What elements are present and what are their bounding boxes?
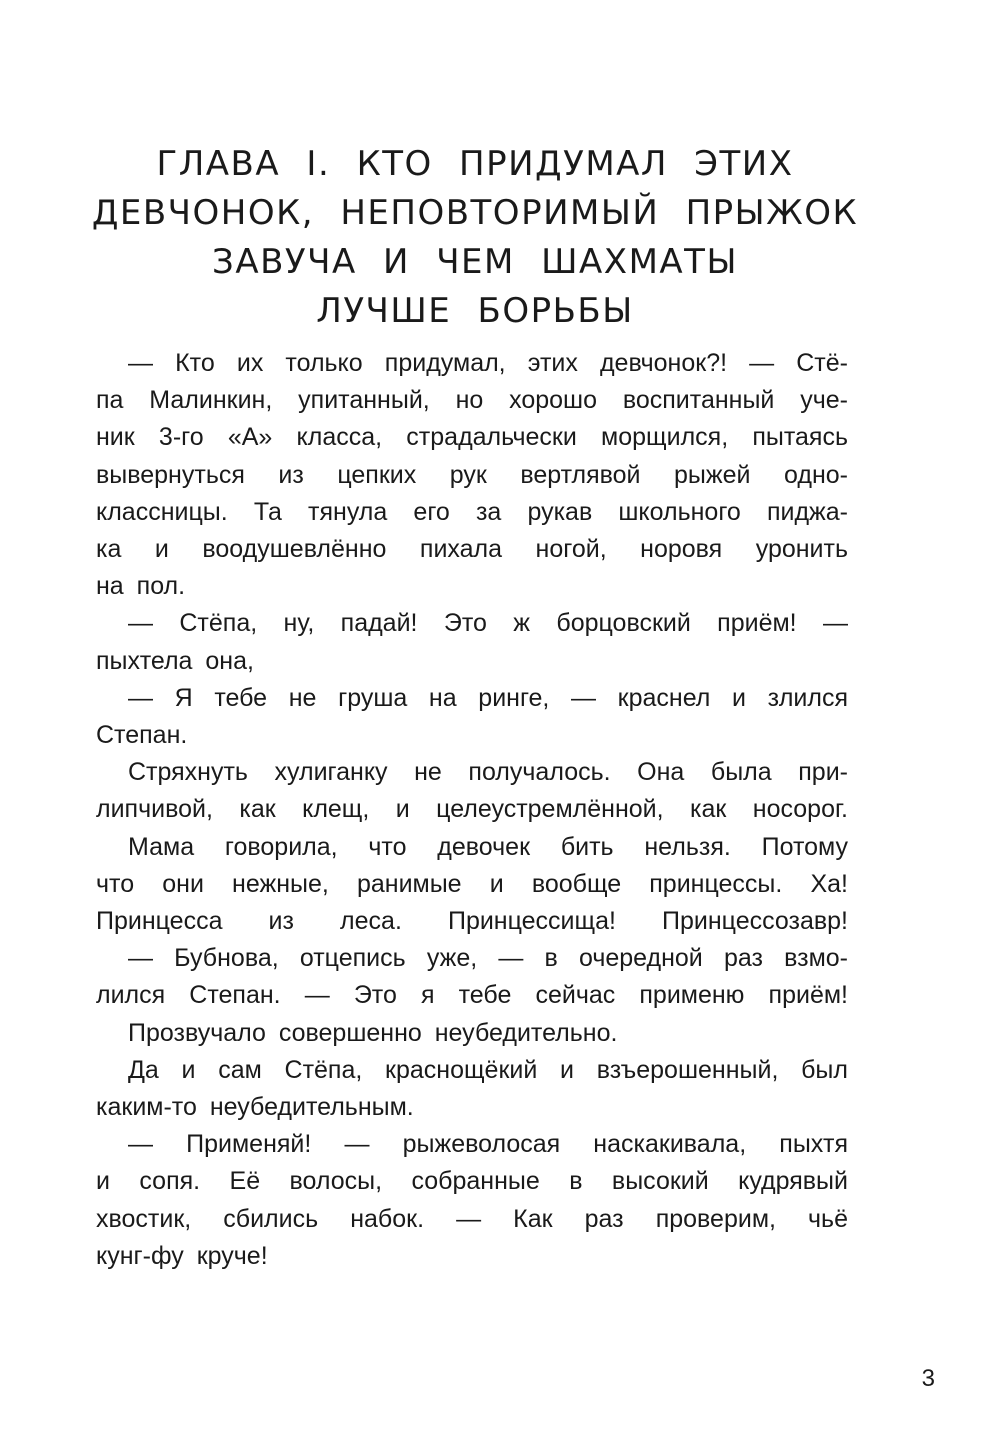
- text-line: Мама говорила, что девочек бить нельзя. Потому: [128, 832, 848, 861]
- chapter-title: [90, 140, 860, 336]
- paragraph: [96, 829, 848, 941]
- paragraph: [96, 1052, 848, 1126]
- text-line: пыхтела она,: [96, 646, 254, 675]
- text-line: на пол.: [96, 572, 186, 601]
- text-line: что они нежные, ранимые и вообще принцессы. Ха!: [96, 869, 848, 898]
- text-line: и сопя. Её волосы, собранные в высокий кудрявый: [96, 1167, 848, 1196]
- text-line: Прозвучало совершенно неубедительно.: [128, 1018, 618, 1047]
- text-line: — Бубнова, отцепись уже, — в очередной раз взмо-: [128, 944, 848, 973]
- paragraph: [96, 940, 848, 1014]
- text-line: лился Степан. — Это я тебе сейчас применю приём!: [96, 981, 848, 1010]
- paragraph: [96, 680, 848, 754]
- paragraph: [96, 605, 848, 679]
- text-line: классницы. Та тянула его за рукав школьного пиджа-: [96, 497, 848, 526]
- text-line: ник 3-го «А» класса, страдальчески морщился, пытаясь: [96, 423, 848, 452]
- chapter-title-line: ЗАВУЧА И ЧЕМ ШАХМАТЫ: [212, 242, 738, 282]
- text-line: Да и сам Стёпа, краснощёкий и взъерошенный, был: [128, 1055, 848, 1084]
- text-line: хвостик, сбились набок. — Как раз проверим, чьё: [96, 1204, 848, 1233]
- text-line: липчивой, как клещ, и целеустремлённой, как носорог.: [96, 795, 848, 824]
- paragraph: [96, 754, 848, 828]
- text-line: ка и воодушевлённо пихала ногой, норовя уронить: [96, 535, 848, 564]
- text-line: Стряхнуть хулиганку не получалось. Она была при-: [128, 758, 848, 787]
- text-line: Степан.: [96, 721, 188, 750]
- text-line: Принцесса из леса. Принцессища! Принцессозавр!: [96, 907, 848, 936]
- text-line: каким-то неубедительным.: [96, 1093, 414, 1122]
- body-text: [96, 345, 848, 1275]
- text-line: — Кто их только придумал, этих девчонок?! — Стё-: [128, 349, 848, 377]
- paragraph: [96, 345, 848, 605]
- text-line: кунг-фу круче!: [96, 1241, 268, 1270]
- text-line: — Стёпа, ну, падай! Это ж борцовский приём! —: [128, 609, 848, 638]
- chapter-title-line: ДЕВЧОНОК, НЕПОВТОРИМЫЙ ПРЫЖОК: [91, 193, 859, 233]
- text-line: — Применяй! — рыжеволосая наскакивала, пыхтя: [128, 1130, 848, 1159]
- text-line: вывернуться из цепких рук вертлявой рыжей одно-: [96, 460, 848, 489]
- page-number: 3: [921, 1365, 935, 1392]
- chapter-title-line: ГЛАВА I. КТО ПРИДУМАЛ ЭТИХ: [156, 144, 794, 184]
- text-line: па Малинкин, упитанный, но хорошо воспитанный уче-: [96, 386, 848, 415]
- text-line: — Я тебе не груша на ринге, — краснел и злился: [128, 683, 848, 712]
- paragraph: [96, 1126, 848, 1275]
- chapter-title-line: ЛУЧШЕ БОРЬБЫ: [316, 291, 634, 331]
- paragraph: [96, 1015, 848, 1052]
